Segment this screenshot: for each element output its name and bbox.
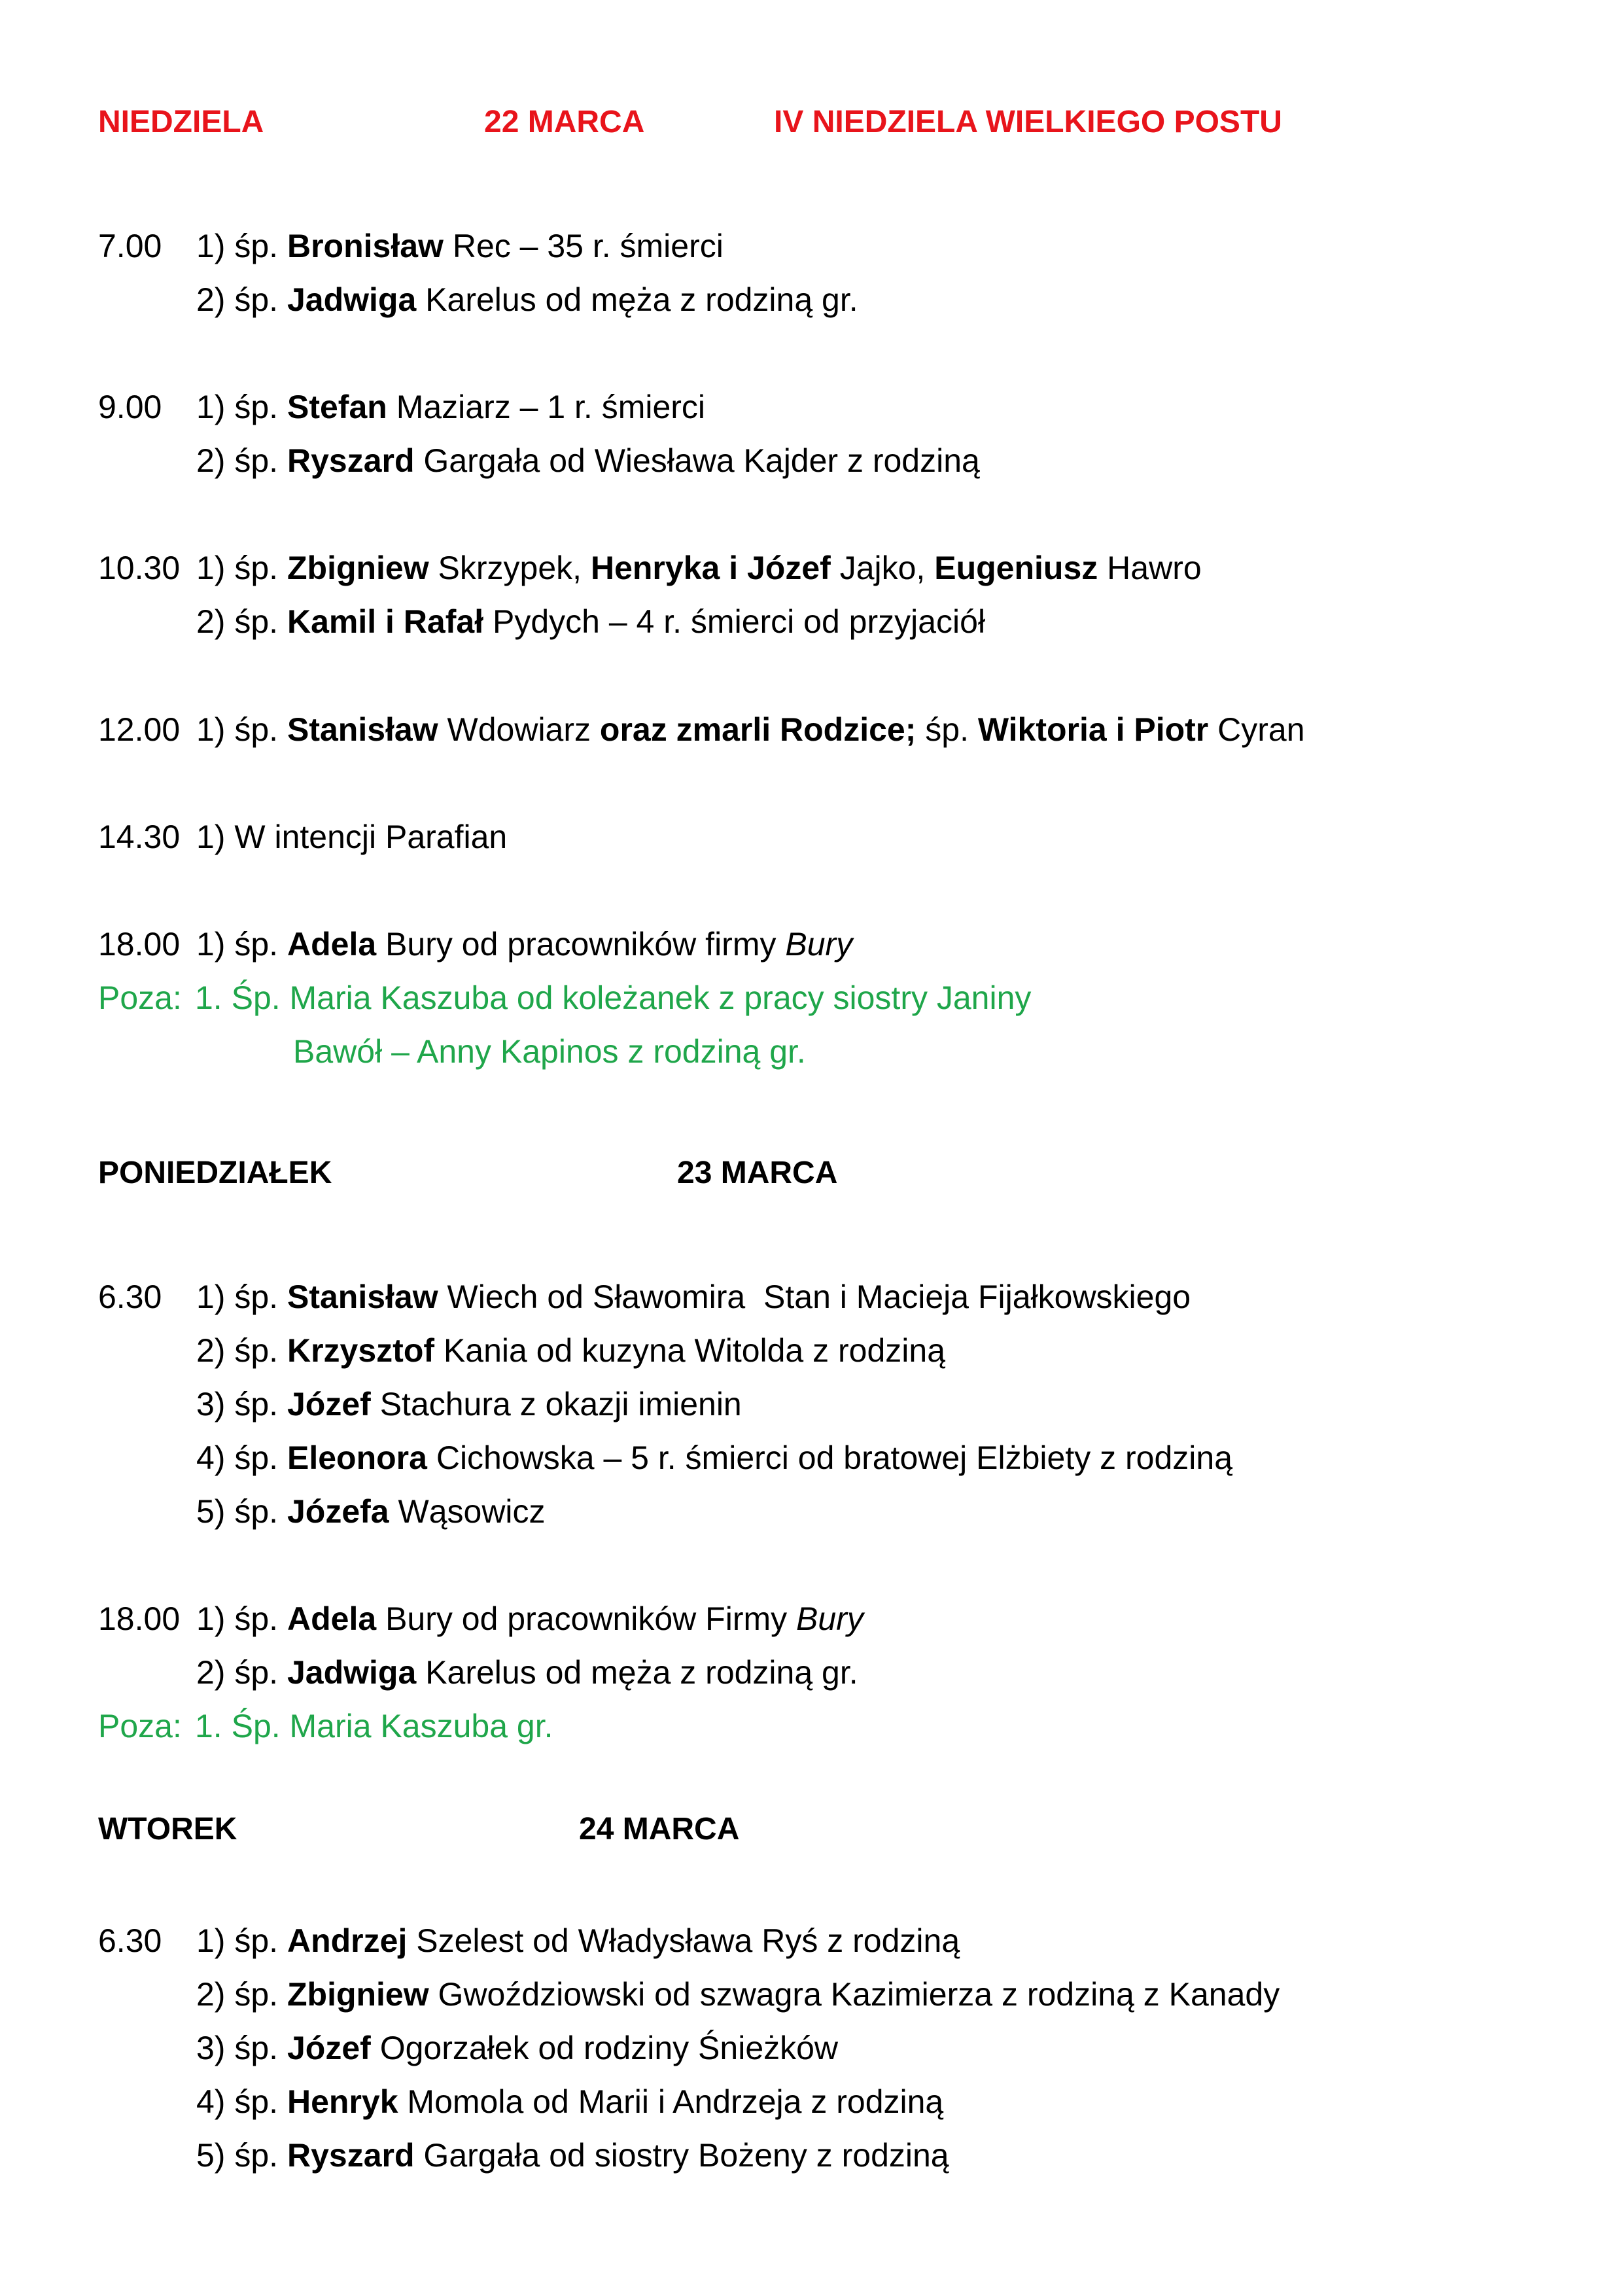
intention-text: 3) śp. Józef Ogorzałek od rodziny Śnieżków	[196, 2030, 839, 2066]
intention-text: 2) śp. Kamil i Rafał Pydych – 4 r. śmierci od przyjaciół	[196, 603, 986, 640]
day-feast: IV NIEDZIELA WIELKIEGO POSTU	[774, 105, 1282, 139]
mass-time: 18.00	[98, 926, 181, 963]
intention-text: 2) śp. Krzysztof Kania od kuzyna Witolda z rodziną	[196, 1332, 946, 1369]
intention-text: 1) śp. Stefan Maziarz – 1 r. śmierci	[196, 389, 706, 425]
day-date: 22 MARCA	[484, 105, 645, 139]
mass-time: 6.30	[98, 1922, 162, 1959]
intention-text: 5) śp. Józefa Wąsowicz	[196, 1493, 546, 1530]
mass-time: 9.00	[98, 389, 162, 425]
intention-text: 1) śp. Stanisław Wdowiarz oraz zmarli Rodzice; śp. Wiktoria i Piotr Cyran	[196, 711, 1305, 748]
intention-text: 1) śp. Zbigniew Skrzypek, Henryka i Józef Jajko, Eugeniusz Hawro	[196, 550, 1202, 586]
intention-text: 2) śp. Zbigniew Gwoździowski od szwagra Kazimierza z rodziną z Kanady	[196, 1976, 1280, 2013]
mass-time: 18.00	[98, 1600, 181, 1637]
mass-time: 12.00	[98, 711, 181, 748]
day-date: 23 MARCA	[677, 1156, 838, 1190]
intention-text: 1) śp. Stanisław Wiech od Sławomira Stan i Macieja Fijałkowskiego	[196, 1279, 1191, 1315]
day-name: NIEDZIELA	[98, 105, 264, 139]
intention-text: 3) śp. Józef Stachura z okazji imienin	[196, 1386, 742, 1422]
poza-label: Poza:	[98, 980, 182, 1016]
intention-text: 4) śp. Henryk Momola od Marii i Andrzeja z rodziną	[196, 2083, 944, 2120]
day-name: WTOREK	[98, 1812, 237, 1846]
mass-time: 6.30	[98, 1279, 162, 1315]
intention-text: 5) śp. Ryszard Gargała od siostry Bożeny z rodziną	[196, 2137, 949, 2174]
poza-label: Poza:	[98, 1708, 182, 1744]
intention-text: 1) śp. Andrzej Szelest od Władysława Ryś z rodziną	[196, 1922, 960, 1959]
intention-text: 4) śp. Eleonora Cichowska – 5 r. śmierci od bratowej Elżbiety z rodziną	[196, 1439, 1233, 1476]
day-date: 24 MARCA	[579, 1812, 740, 1846]
intention-text: 1) W intencji Parafian	[196, 819, 508, 855]
intention-text: 1) śp. Adela Bury od pracowników firmy Bury	[196, 926, 853, 963]
mass-time: 14.30	[98, 819, 181, 855]
mass-time: 10.30	[98, 550, 181, 586]
poza-text: Bawół – Anny Kapinos z rodziną gr.	[293, 1033, 806, 1070]
poza-text: 1. Śp. Maria Kaszuba od koleżanek z pracy siostry Janiny	[195, 980, 1032, 1016]
intention-text: 1) śp. Bronisław Rec – 35 r. śmierci	[196, 228, 724, 264]
intention-text: 2) śp. Ryszard Gargała od Wiesława Kajder z rodziną	[196, 442, 980, 479]
mass-time: 7.00	[98, 228, 162, 264]
poza-text: 1. Śp. Maria Kaszuba gr.	[195, 1708, 553, 1744]
intention-text: 2) śp. Jadwiga Karelus od męża z rodziną gr.	[196, 1654, 858, 1691]
intention-text: 2) śp. Jadwiga Karelus od męża z rodziną gr.	[196, 281, 858, 318]
intention-text: 1) śp. Adela Bury od pracowników Firmy Bury	[196, 1600, 864, 1637]
day-name: PONIEDZIAŁEK	[98, 1156, 332, 1190]
